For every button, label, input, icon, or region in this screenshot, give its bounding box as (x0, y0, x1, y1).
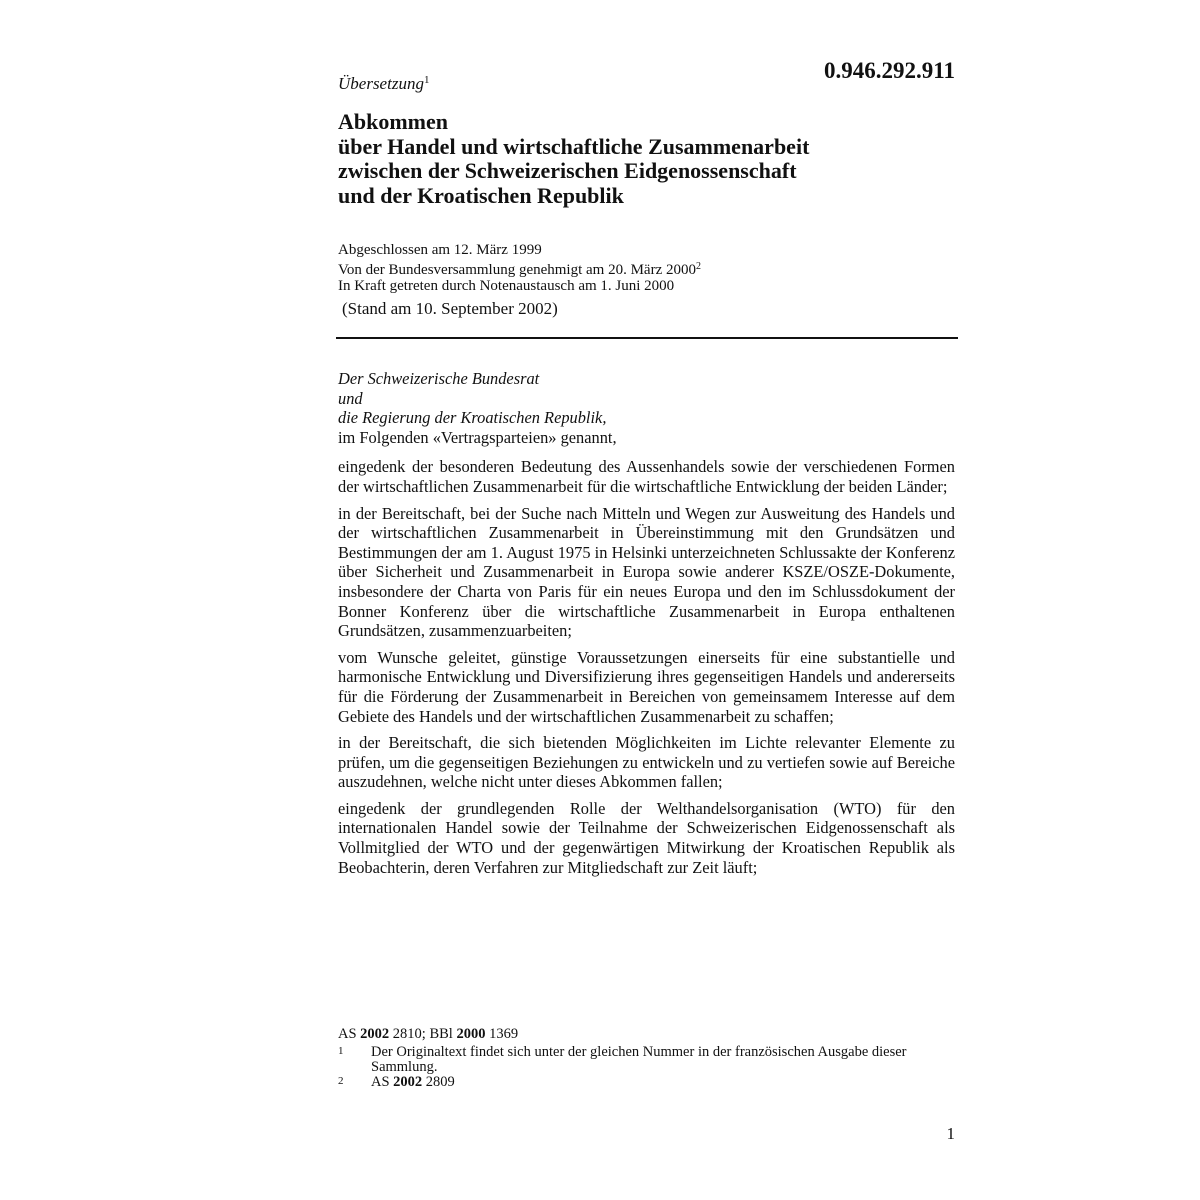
footnote-2-year: 2002 (393, 1074, 423, 1090)
translation-label (338, 74, 429, 94)
title-line: Abkommen (338, 109, 449, 134)
footnotes (338, 1027, 958, 1090)
party-1: Der Schweizerische Bundesrat (338, 369, 540, 388)
translation-label-text: Übersetzung (338, 74, 424, 93)
sr-number: 0.946.292.911 (824, 58, 955, 83)
party-2: die Regierung der Kroatischen Republik, (338, 408, 607, 428)
footnote-2 (338, 1075, 958, 1090)
footnote-1 (338, 1045, 958, 1075)
page-number: 1 (946, 1124, 955, 1143)
ref-bbl-year: 2000 (456, 1026, 486, 1042)
preamble-paragraph: eingedenk der grundlegenden Rolle der Welthandelsorganisation (WTO) für den internationalen Handel sowie der Teilnahme der Schweizerischen Eidgenossenschaft als Vollmitglied der WTO und der gegenwärtigen Mitwirkung der Kroatischen Republik als Beobachterin, deren Verfahren zur Mitgliedschaft zur Zeit läuft; (338, 798, 955, 877)
footnote-text: Der Originaltext findet sich unter der gleichen Nummer in der französischen Ausgabe dieser Sammlung. (371, 1044, 907, 1075)
document-title (338, 110, 958, 208)
document-metadata (338, 242, 958, 295)
footnote-mark-1: 1 (423, 74, 430, 86)
ref-as-year: 2002 (360, 1026, 390, 1042)
conjunction: und (338, 388, 363, 408)
approval-date (338, 259, 958, 279)
preamble-paragraph: eingedenk der besonderen Bedeutung des Aussenhandels sowie der verschiedenen Formen der wirtschaftlichen Zusammenarbeit für die wirtschaftliche Entwicklung der beiden Länder; (338, 457, 955, 496)
footnote-text (371, 1075, 958, 1090)
referred-as: im Folgenden «Vertragsparteien» genannt, (338, 427, 617, 447)
footnote-2-prefix: AS (371, 1074, 394, 1090)
footnote-number: 2 (338, 1075, 344, 1087)
status-date: (Stand am 10. September 2002) (342, 299, 558, 318)
footnote-mark-2: 2 (696, 260, 701, 272)
approval-date-text: Von der Bundesversammlung genehmigt am 20. März 2000 (338, 261, 696, 278)
header-divider (336, 337, 958, 339)
title-line: zwischen der Schweizerischen Eidgenossenschaft (338, 158, 797, 183)
preamble (338, 369, 955, 877)
title-line: über Handel und wirtschaftliche Zusammenarbeit (338, 133, 810, 159)
preamble-paragraph: in der Bereitschaft, die sich bietenden Möglichkeiten im Lichte relevanter Elemente zu prüfen, um die gegenseitigen Beziehungen zu entwickeln und zu vertiefen sowie auf Bereiche auszudehnen, welche nicht unter dieses Abkommen fallen; (338, 733, 955, 792)
in-force-date: In Kraft getreten durch Notenaustausch am 1. Juni 2000 (338, 278, 675, 294)
title-line: und der Kroatischen Republik (338, 182, 624, 208)
footnote-2-page: 2809 (422, 1074, 455, 1090)
ref-as-prefix: AS (338, 1026, 361, 1042)
ref-as-page: 2810; BBl (389, 1026, 457, 1042)
ref-bbl-page: 1369 (485, 1026, 519, 1042)
preamble-paragraph: in der Bereitschaft, bei der Suche nach Mitteln und Wegen zur Ausweitung des Handels und der wirtschaftlichen Zusammenarbeit in Übereinstimmung mit den Grundsätzen und Bestimmungen der am 1. August 1975 in Helsinki unterzeichneten Schlussakte der Konferenz über Sicherheit und Zusammenarbeit in Europa sowie anderer KSZE/OSZE-Dokumente, insbesondere der Charta von Paris für ein neues Europa und den im Schlussdokument der Bonner Konferenz über die wirtschaftliche Zusammenarbeit in Europa enthaltenen Grundsätzen, zusammenzuarbeiten; (338, 503, 955, 641)
publication-reference (338, 1027, 958, 1042)
footnote-number: 1 (338, 1045, 344, 1057)
concluded-date: Abgeschlossen am 12. März 1999 (338, 242, 542, 258)
preamble-paragraph: vom Wunsche geleitet, günstige Voraussetzungen einerseits für eine substantielle und harmonische Entwicklung und Diversifizierung ihres gegenseitigen Handels und andererseits für die Förderung der Zusammenarbeit in Bereichen von gemeinsamem Interesse auf dem Gebiete des Handels und der wirtschaftlichen Zusammenarbeit zu schaffen; (338, 647, 955, 726)
